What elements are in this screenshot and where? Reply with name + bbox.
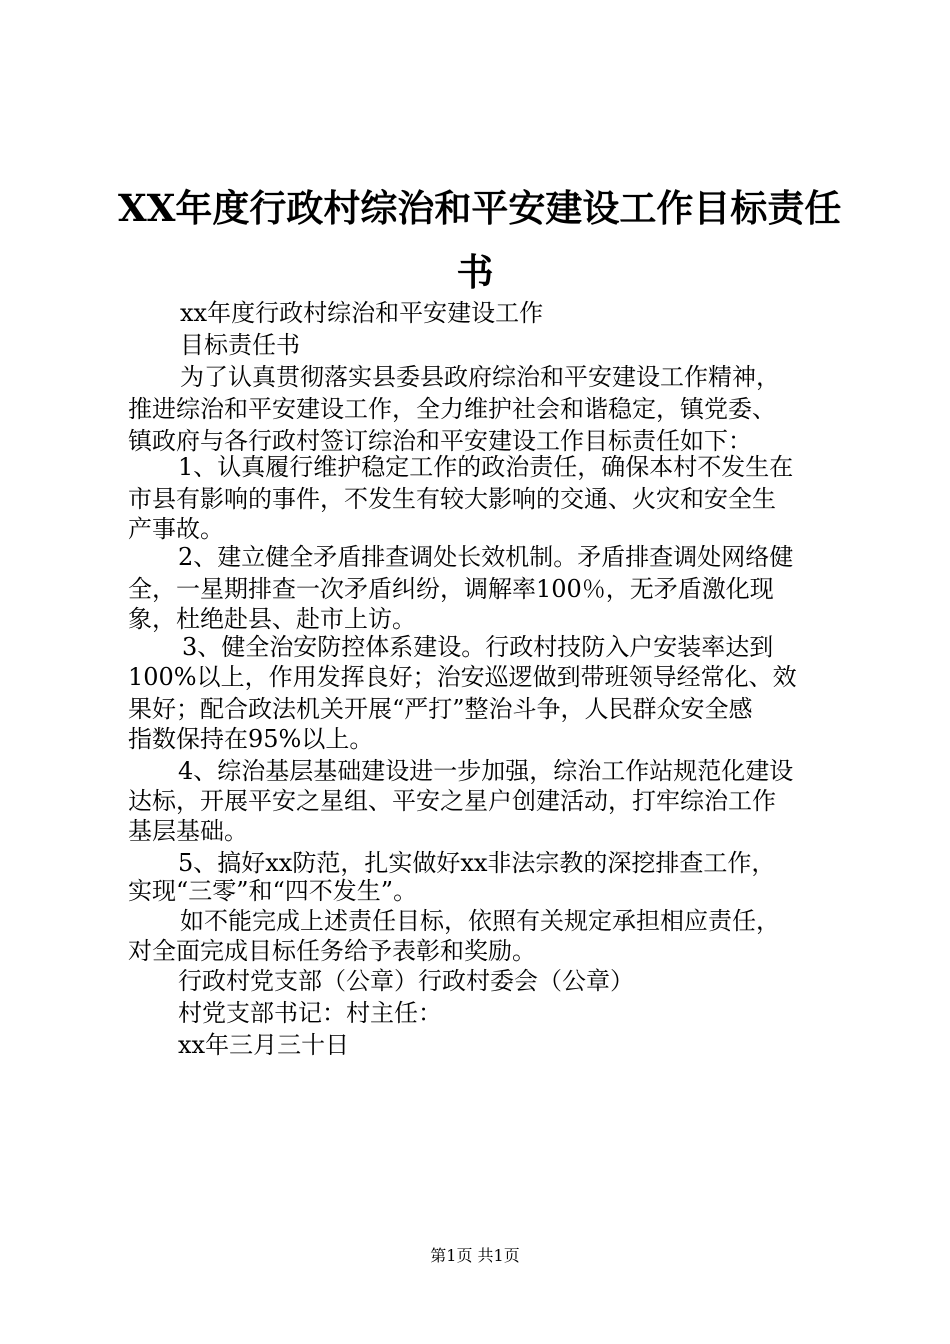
item-2-line: 2、建立健全矛盾排查调处长效机制。矛盾排查调处网络健: [178, 543, 794, 571]
document-title-line-2: 书: [456, 250, 494, 294]
document-title-line-1: XX年度行政村综治和平安建设工作目标责任: [118, 186, 842, 230]
item-4-line: 4、综治基层基础建设进一步加强，综治工作站规范化建设: [178, 757, 794, 785]
subtitle-line-1: xx年度行政村综治和平安建设工作: [180, 299, 544, 327]
page-number-footer: 第1页 共1页: [430, 1246, 520, 1265]
item-3-line: 指数保持在95%以上。: [128, 725, 374, 753]
seal-line: 行政村党支部（公章）行政村委会（公章）: [178, 967, 634, 995]
closing-paragraph-line: 如不能完成上述责任目标，依照有关规定承担相应责任，: [180, 907, 780, 935]
signature-line: 村党支部书记：村主任：: [178, 999, 442, 1027]
item-5-line: 5、搞好xx防范，扎实做好xx非法宗教的深挖排查工作，: [178, 849, 776, 877]
closing-paragraph-line: 对全面完成目标任务给予表彰和奖励。: [128, 937, 536, 965]
item-3-line: 3、健全治安防控体系建设。行政村技防入户安装率达到: [182, 633, 774, 661]
item-1-line: 1、认真履行维护稳定工作的政治责任，确保本村不发生在: [178, 453, 794, 481]
date-line: xx年三月三十日: [178, 1031, 350, 1059]
subtitle-line-2: 目标责任书: [180, 331, 300, 359]
item-1-line: 市县有影响的事件，不发生有较大影响的交通、火灾和安全生: [128, 485, 776, 513]
item-3-line: 100%以上，作用发挥良好；治安巡逻做到带班领导经常化、效: [128, 663, 797, 691]
item-4-line: 达标，开展平安之星组、平安之星户创建活动，打牢综治工作: [128, 787, 776, 815]
item-2-line: 象，杜绝赴县、赴市上访。: [128, 605, 416, 633]
intro-paragraph-line: 镇政府与各行政村签订综治和平安建设工作目标责任如下：: [128, 427, 752, 455]
item-4-line: 基层基础。: [128, 817, 248, 845]
item-1-line: 产事故。: [128, 515, 224, 543]
item-2-line: 全，一星期排查一次矛盾纠纷，调解率100％，无矛盾激化现: [128, 575, 774, 603]
intro-paragraph-line: 为了认真贯彻落实县委县政府综治和平安建设工作精神，: [180, 363, 780, 391]
item-5-line: 实现“三零”和“四不发生”。: [128, 877, 418, 905]
intro-paragraph-line: 推进综治和平安建设工作，全力维护社会和谐稳定，镇党委、: [128, 395, 776, 423]
item-3-line: 果好；配合政法机关开展“严打”整治斗争，人民群众安全感: [128, 695, 753, 723]
